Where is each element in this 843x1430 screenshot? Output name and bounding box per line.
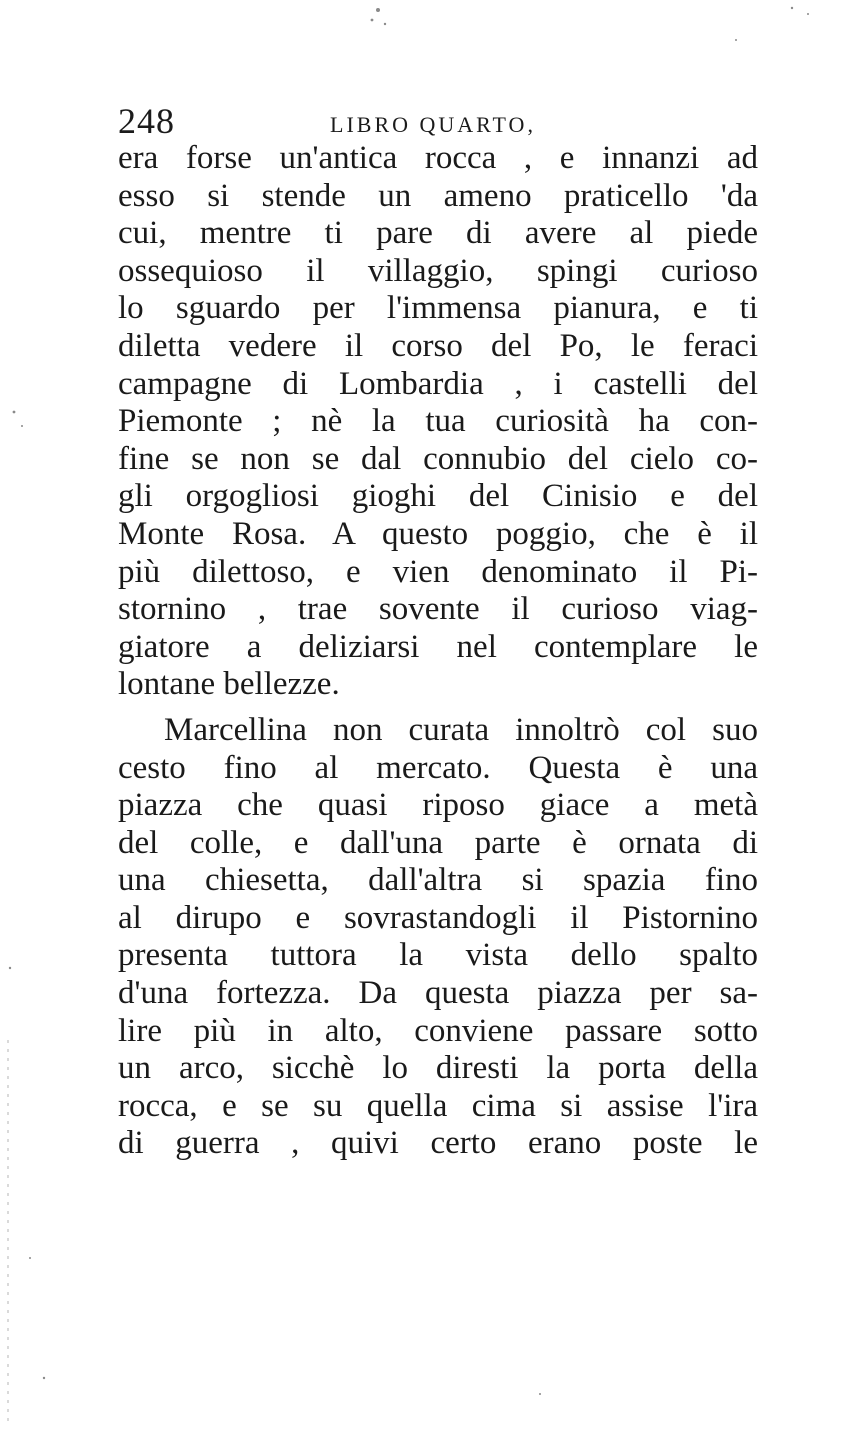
text-line: Monte Rosa. A questo poggio, che è il: [118, 515, 758, 552]
text-line: Marcellina non curata innoltrò col suo: [164, 711, 758, 748]
text-line: esso si stende un ameno praticello 'da: [118, 177, 758, 214]
text-line: diletta vedere il corso del Po, le feraci: [118, 327, 758, 364]
text-line: era forse un'antica rocca , e innanzi ad: [118, 140, 758, 176]
speck: [539, 1393, 541, 1395]
text-line: ossequioso il villaggio, spingi curioso: [118, 252, 758, 289]
text-line: presenta tuttora la vista dello spalto: [118, 937, 758, 974]
speck: [371, 19, 374, 22]
speck: [21, 425, 23, 427]
text-line: Piemonte ; nè la tua curiosità ha con-: [118, 403, 758, 440]
text-line: di guerra , quivi certo erano poste le: [118, 1125, 758, 1162]
running-head: LIBRO QUARTO,: [330, 112, 536, 137]
text-line: al dirupo e sovrastandogli il Pistornino: [118, 899, 758, 936]
speck: [384, 23, 386, 25]
text-line: un arco, sicchè lo diresti la porta della: [118, 1050, 758, 1087]
speck: [13, 411, 16, 414]
speck: [791, 7, 793, 9]
text-line: una chiesetta, dall'altra si spazia fino: [118, 862, 758, 899]
text-line: stornino , trae sovente il curioso viag-: [118, 591, 758, 628]
text-line: lire più in alto, conviene passare sotto: [118, 1012, 758, 1049]
text-line: cesto fino al mercato. Questa è una: [118, 749, 758, 786]
speck: [9, 967, 11, 969]
body-text: [118, 140, 758, 1163]
speck: [29, 1257, 31, 1259]
text-line: lo sguardo per l'immensa pianura, e ti: [118, 290, 758, 327]
paragraph-gap: [118, 704, 758, 712]
text-line: lontane bellezze.: [118, 666, 340, 703]
speck: [43, 1377, 45, 1379]
speck: [376, 8, 380, 12]
paragraph-2: [118, 712, 758, 1163]
text-line: cui, mentre ti pare di avere al piede: [118, 215, 758, 252]
paragraph-1: [118, 140, 758, 704]
text-line: fine se non se dal connubio del cielo co-: [118, 440, 758, 477]
text-line: d'una fortezza. Da questa piazza per sa-: [118, 975, 758, 1012]
text-line: rocca, e se su quella cima si assise l'ira: [118, 1087, 758, 1124]
text-line: piazza che quasi riposo giace a metà: [118, 787, 758, 824]
page-header: [118, 100, 758, 144]
text-line: giatore a deliziarsi nel contemplare le: [118, 628, 758, 665]
text-line: campagne di Lombardia , i castelli del: [118, 365, 758, 402]
page-number: 248: [118, 101, 175, 141]
text-line: gli orgogliosi gioghi del Cinisio e del: [118, 478, 758, 515]
speck: [735, 39, 737, 41]
text-line: più dilettoso, e vien denominato il Pi-: [118, 553, 758, 590]
speck: [807, 13, 809, 15]
text-line: del colle, e dall'una parte è ornata di: [118, 824, 758, 861]
